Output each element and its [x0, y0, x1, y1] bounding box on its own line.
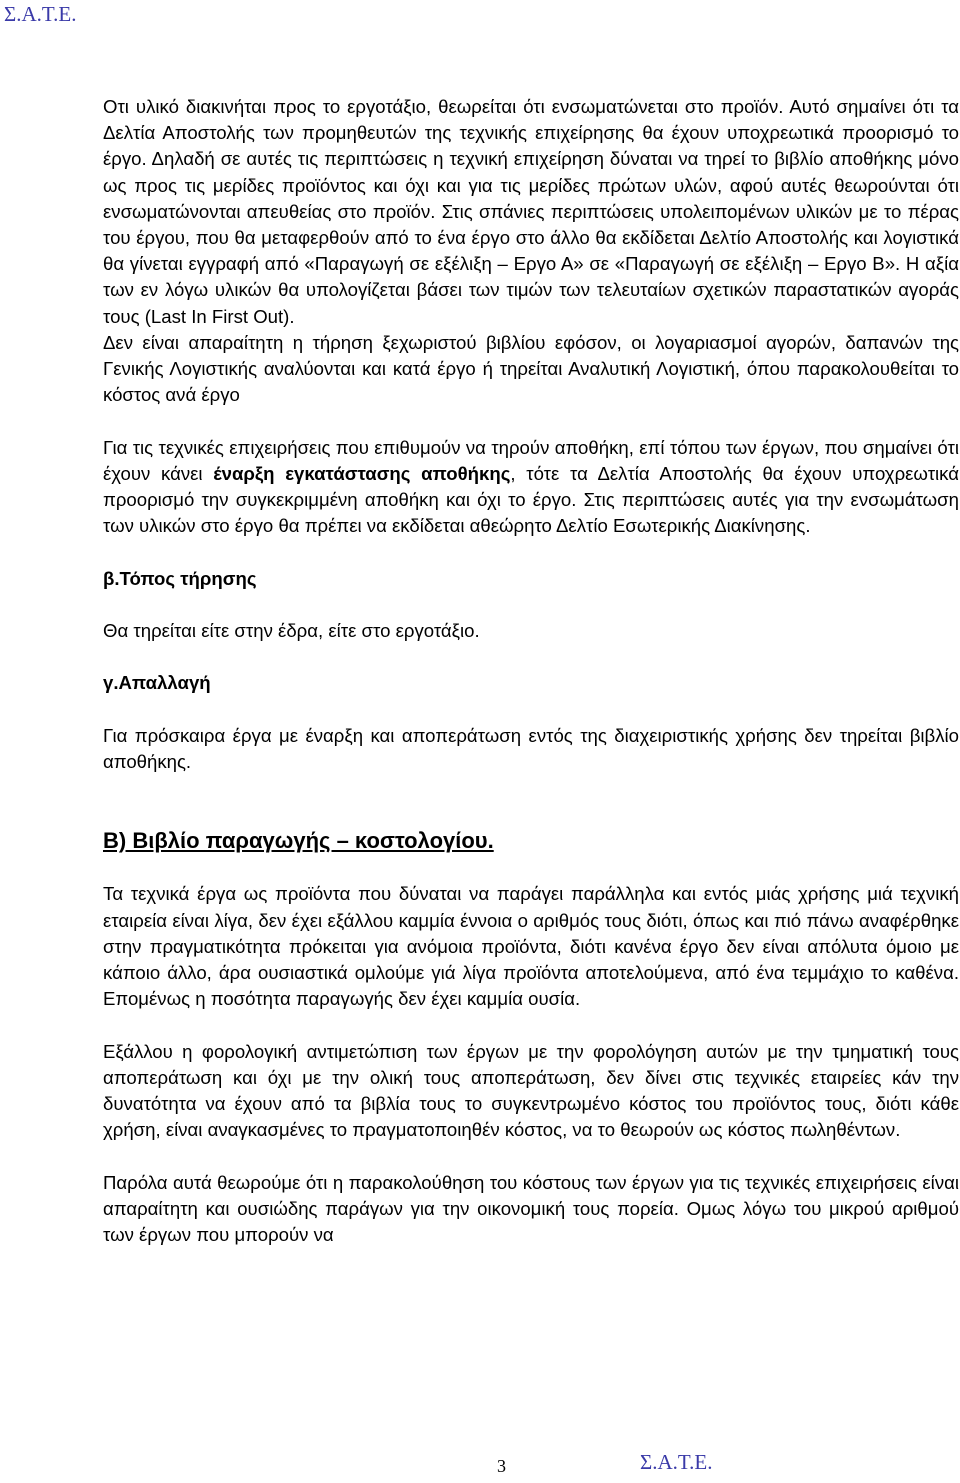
heading-b: β.Τόπος τήρησης [103, 567, 257, 589]
footer-brand: Σ.Α.Τ.Ε. [640, 1450, 713, 1474]
paragraph-6: Τα τεχνικά έργα ως προϊόντα που δύναται να παράγει παράλληλα και εντός μιάς χρήσης μιά τεχνική εταιρεία είναι λίγα, δεν έχει εξάλλου καμμία έννοια ο αριθμός τους διότι, όπως και πιό πάνω αναφέρθηκε στην πραγματικότητα πρόκειται για ανόμοια προϊόντα, διότι κανένα έργο δεν είναι απόλυτα όμοιο με κάποιο άλλο, άρα ουσιαστικά ομλούμε γιά λίγα προϊόντα αποτελούμενα, από ένα τεμμάχιο το καθένα. Επομένως η ποσότητα παραγωγής δεν έχει καμμία ουσία. [103, 883, 959, 1010]
paragraph-8: Παρόλα αυτά θεωρούμε ότι η παρακολούθηση του κόστους των έργων για τις τεχνικές επιχειρήσεις είναι απαραίτητη και ουσιώδης παράγων για την οικονομική τους πορεία. Ομως λόγω του μικρού αριθμού των έργων που μπορούν να [103, 1171, 959, 1245]
paragraph-3-bold: έναρξη εγκατάστασης αποθήκης [213, 462, 511, 484]
heading-section-b: Β) Βιβλίο παραγωγής – κοστολογίου. [103, 828, 494, 854]
paragraph-1: Οτι υλικό διακινήται προς το εργοτάξιο, θεωρείται ότι ενσωματώνεται στο προϊόν. Αυτό σημαίνει ότι τα Δελτία Αποστολής των προμηθευτών της τεχνικής επιχείρησης θα έχουν υποχρεωτικά προορισμό το έργο. Δηλαδή σε αυτές τις περιπτώσεις η τεχνική επιχείρηση δύναται να τηρεί το βιβλίο αποθήκης μόνο ως προς τις μερίδες προϊόντος και όχι και για τις μερίδες πρώτων υλών, αφού αυτές θεωρούνται ότι ενσωματώνονται απευθείας στο προϊόν. Στις σπάνιες περιπτώσεις υπολειπομένων υλικών με το πέρας του έργου, που θα μεταφερθούν από το ένα έργο στο άλλο θα εκδίδεται Δελτίο Αποστολής και λογιστικά θα γίνεται εγγραφή από «Παραγωγή σε εξέλιξη – Εργο Α» σε «Παραγωγή σε εξέλιξη – Εργο Β». Η αξία των εν λόγω υλικών θα υπολογίζεται βάσει των τιμών των τελευταίων σχετικών παραστατικών αγοράς τους (Last In First Out). [103, 96, 959, 327]
paragraph-3 [103, 435, 959, 540]
paragraph-7: Εξάλλου η φορολογική αντιμετώπιση των έργων με την φορολόγηση αυτών με την τμηματική τους αποπεράτωση και όχι με την ολική τους αποπεράτωση, δεν δίνει στις τεχνικές εταιρείες κάν την δυνατότητα να έχουν από τα βιβλία τους το συγκεντρωμένο κόστος του προϊόντος τους, διότι κάθε χρήση, είναι αναγκασμένες το πραγματοποιηθέν κόστος, να το θεωρούν ως κόστος πωληθέντων. [103, 1040, 959, 1141]
page-number: 3 [497, 1456, 506, 1476]
heading-g: γ.Απαλλαγή [103, 672, 211, 694]
paragraph-5: Για πρόσκαιρα έργα με έναρξη και αποπεράτωση εντός της διαχειριστικής χρήσης δεν τηρείται βιβλίο αποθήκης. [103, 724, 959, 772]
paragraph-4: Θα τηρείται είτε στην έδρα, είτε στο εργοτάξιο. [103, 620, 480, 642]
document-body [103, 94, 959, 1248]
header-brand: Σ.Α.Τ.Ε. [4, 2, 77, 26]
paragraph-2: Δεν είναι απαραίτητη η τήρηση ξεχωριστού βιβλίου εφόσον, οι λογαριασμοί αγορών, δαπανών της Γενικής Λογιστικής αναλύονται και κατά έργο ή τηρείται Αναλυτική Λογιστική, όπου παρακολουθείται το κόστος ανά έργο [103, 331, 959, 406]
paragraph-3-text-b: , τότε τα Δελτία Αποστολής θα έχουν υποχρεωτικά προορισμό την συγκεκριμμένη αποθήκη και όχι το έργο. Στις περιπτώσεις αυτές για την ενσωμάτωση των υλικών στο έργο θα πρέπει να εκδίδεται αθεώρητο Δελτίο Εσωτερικής Διακίνησης. [103, 462, 959, 537]
paragraph-3-text-a: Για τις τεχνικές επιχειρήσεις που επιθυμούν να τηρούν αποθήκη, επί τόπου των έργων, που σημαίνει ότι έχουν κάνει [103, 436, 959, 484]
